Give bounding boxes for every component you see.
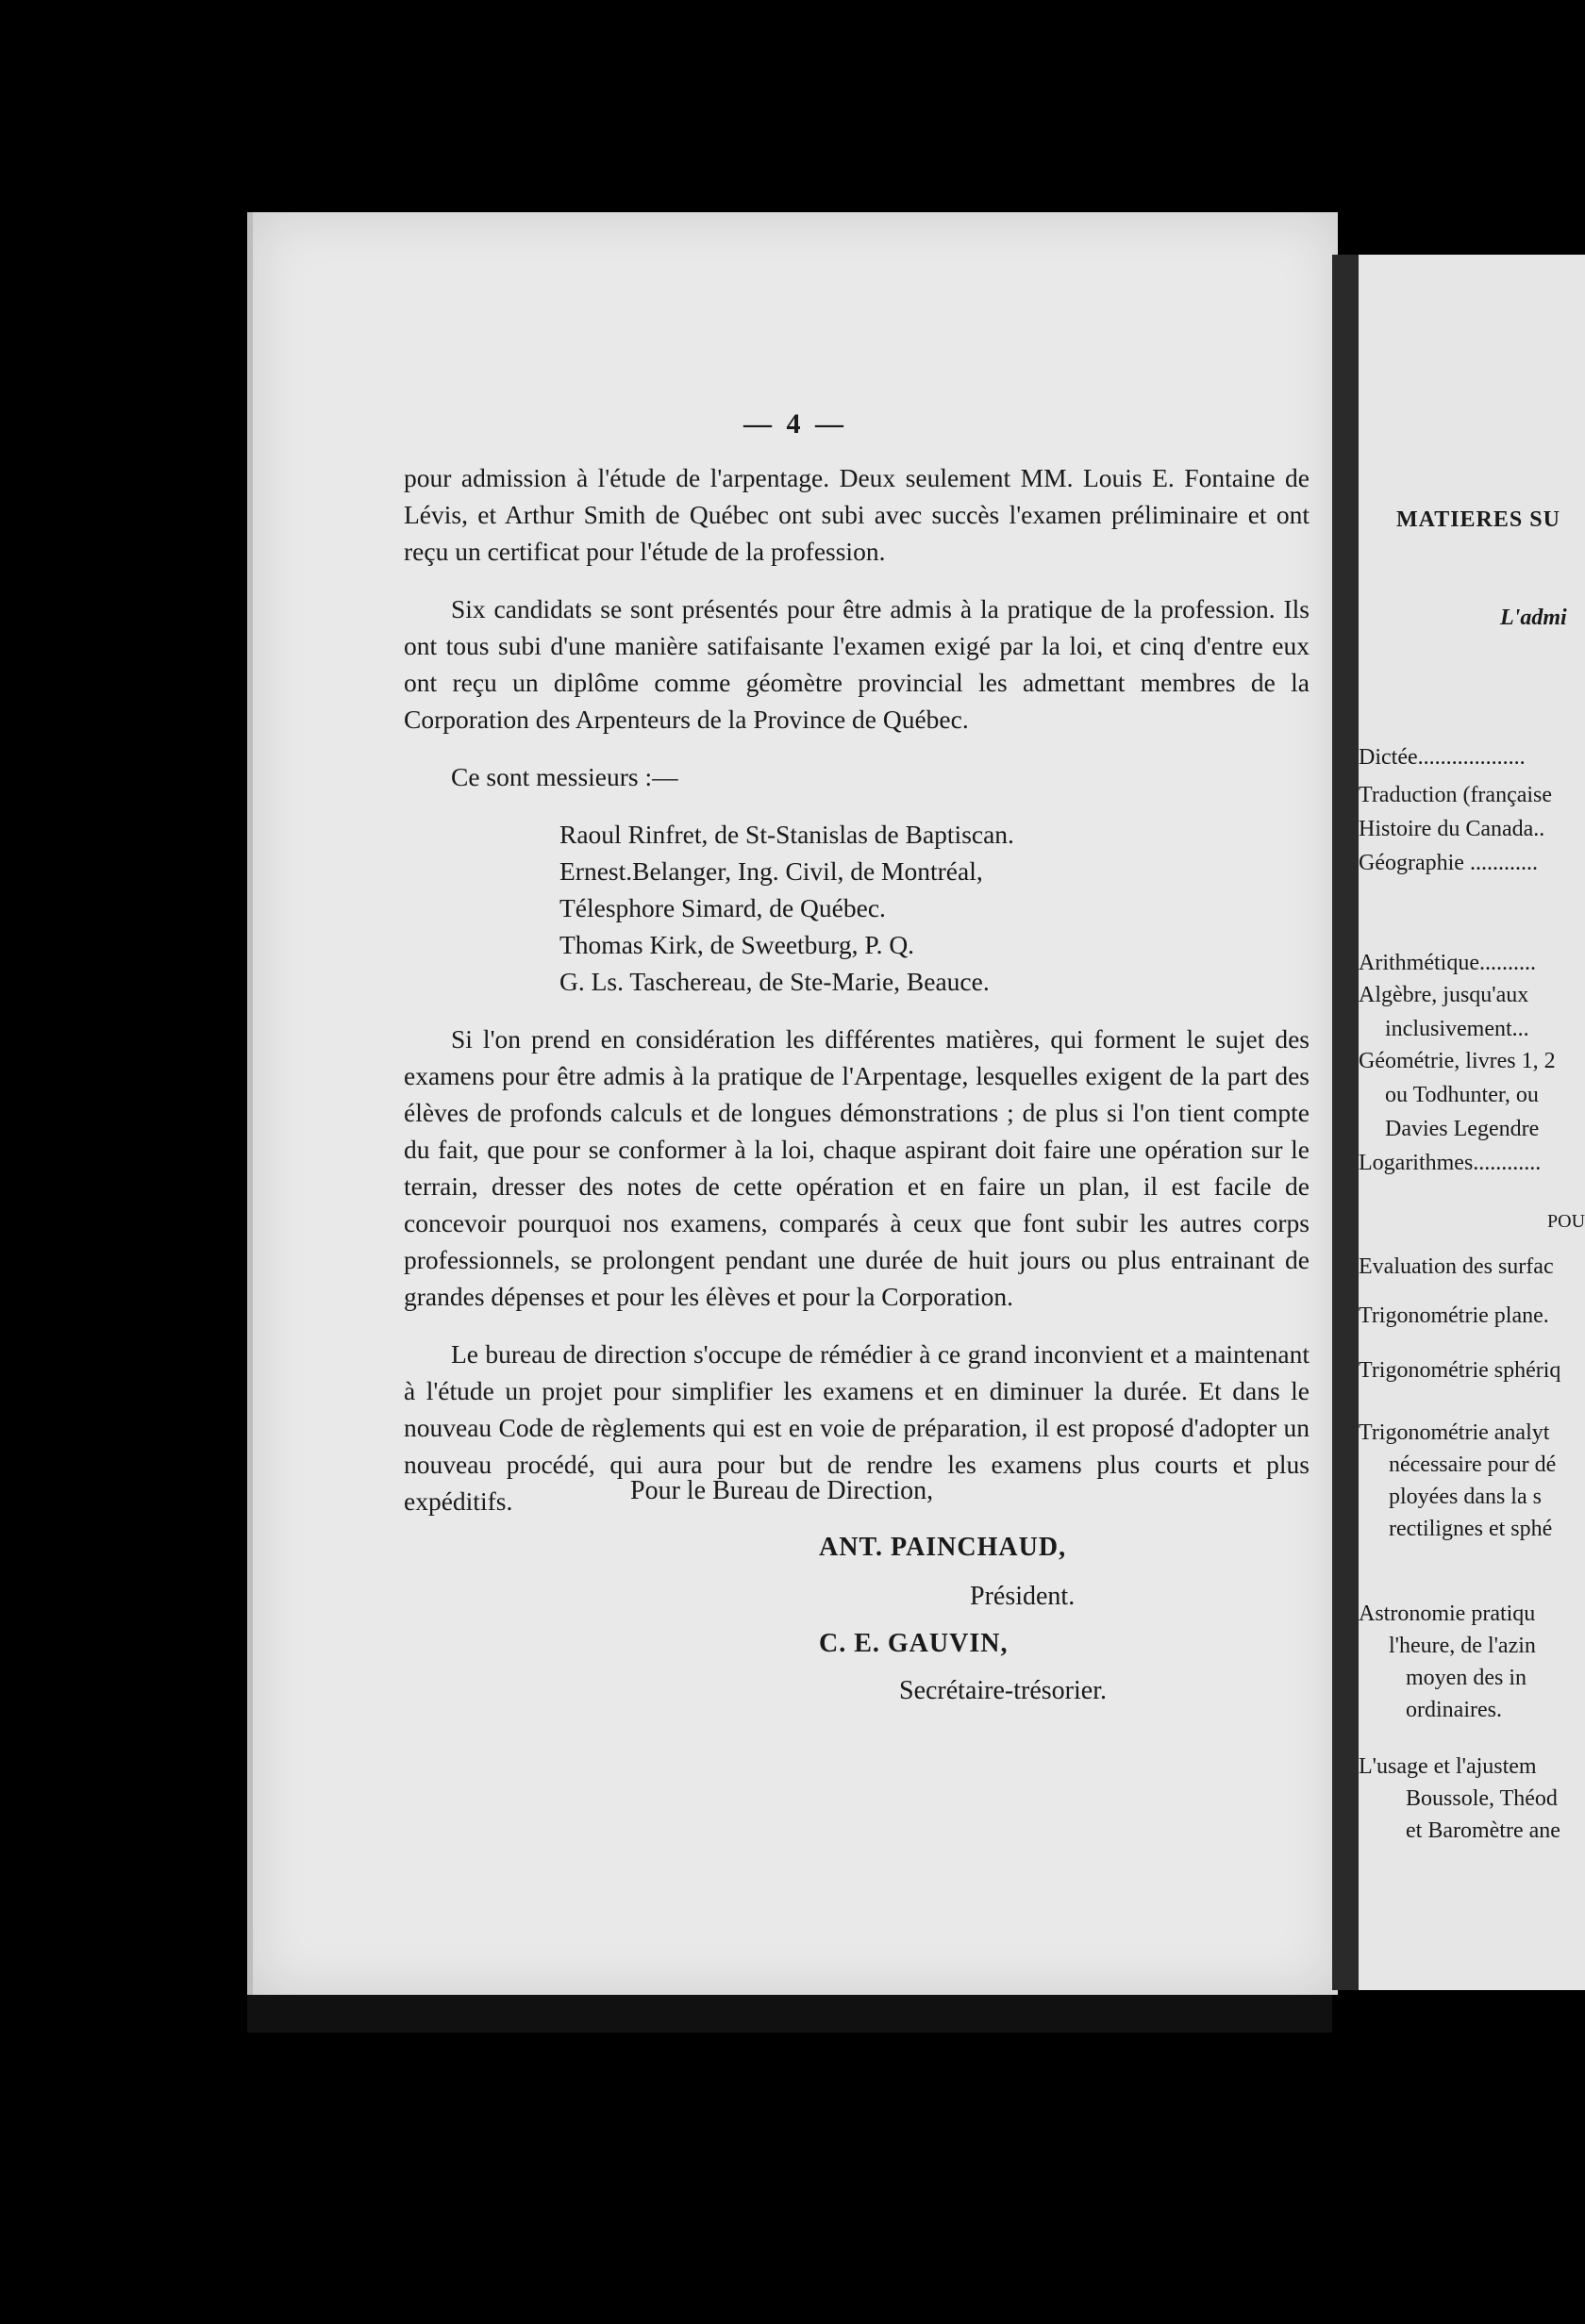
page-shadow (247, 1995, 1332, 2033)
signer-title: Président. (970, 1582, 1076, 1611)
subject-line: Dictée................... (1359, 745, 1526, 770)
subject-line: L'usage et l'ajustem (1359, 1754, 1537, 1779)
subject-line: inclusivement... (1385, 1017, 1529, 1041)
paragraph: Six candidats se sont présentés pour être admis à la pratique de la profession. Ils ont tous subi d'une manière satifaisante l'examen exigé par la loi, et cinq d'entre eux ont reçu un diplôme comme géomètre provincial les admettant membres de la Corporation des Arpenteurs de la Province de Québec. (404, 594, 1310, 734)
subject-line: et Baromètre ane (1406, 1818, 1560, 1843)
subject-line: Algèbre, jusqu'aux (1359, 983, 1529, 1007)
candidate-name: Télesphore Simard, de Québec. (559, 893, 886, 922)
paragraph: Ce sont messieurs :— (451, 762, 678, 791)
subject-line: ployées dans la s (1389, 1485, 1542, 1509)
paragraph: Si l'on prend en considération les différentes matières, qui forment le sujet des examens pour être admis à la pratique de l'Arpentage, lesquelles exigent de la part des élèves de profonds calculs et de longues démonstrations ; de plus si l'on tient compte du fait, que pour se conformer à la loi, chaque aspirant doit faire une opération sur le terrain, dresser des notes de cette opération et en faire un plan, il est facile de concevoir pourquoi nos examens, comparés à ceux que font subir les autres corps professionnels, se prolongent pendant une durée de huit jours ou plus entrainant de grandes dépenses et pour les élèves et pour la Corporation. (404, 1024, 1310, 1311)
left-page (247, 212, 1338, 1995)
subject-line: Arithmétique.......... (1359, 951, 1536, 975)
right-page (1359, 255, 1585, 1990)
right-heading: MATIERES SU (1396, 507, 1560, 532)
subject-line: Traduction (française (1359, 783, 1553, 807)
subject-line: Evaluation des surfac (1359, 1254, 1554, 1279)
paragraph: Le bureau de direction s'occupe de rémédier à ce grand inconvient et a maintenant à l'étude un projet pour simplifier les examens et en diminuer la durée. Et dans le nouveau Code de règlements qui est en voie de préparation, il est proposé d'adopter un nouveau procédé, qui aura pour but de rendre les examens plus courts et plus expéditifs. (404, 1339, 1310, 1516)
subject-line: Logarithmes............ (1359, 1151, 1542, 1175)
subject-line: Boussole, Théod (1406, 1786, 1558, 1811)
page-gutter (1332, 255, 1359, 1990)
signer-name: ANT. PAINCHAUD, (819, 1533, 1067, 1562)
subject-line: l'heure, de l'azin (1389, 1634, 1536, 1658)
subject-line: ou Todhunter, ou (1385, 1083, 1539, 1107)
subject-line: Géométrie, livres 1, 2 (1359, 1049, 1556, 1073)
subject-line: Trigonométrie analyt (1359, 1420, 1550, 1445)
subject-line: moyen des in (1406, 1666, 1527, 1690)
candidate-name: G. Ls. Taschereau, de Ste-Marie, Beauce. (559, 967, 990, 996)
subject-line: Astronomie pratiqu (1359, 1602, 1536, 1626)
subject-line: ordinaires. (1406, 1698, 1502, 1722)
signer-name: C. E. GAUVIN, (819, 1629, 1009, 1658)
subject-line: Davies Legendre (1385, 1117, 1540, 1141)
signer-title: Secrétaire-trésorier. (899, 1676, 1107, 1705)
subject-line: Histoire du Canada.. (1359, 817, 1545, 841)
subject-line: nécessaire pour dé (1389, 1452, 1557, 1477)
candidate-name: Ernest.Belanger, Ing. Civil, de Montréal, (559, 856, 983, 886)
right-subheading: L'admi (1500, 606, 1567, 630)
subject-line: Géographie ............ (1359, 851, 1538, 875)
candidate-name: Thomas Kirk, de Sweetburg, P. Q. (559, 930, 915, 959)
subject-line: rectilignes et sphé (1389, 1517, 1553, 1541)
candidate-name: Raoul Rinfret, de St-Stanislas de Baptiscan. (559, 820, 1014, 849)
candidate-list (559, 816, 1310, 1000)
paragraph: pour admission à l'étude de l'arpentage. Deux seulement MM. Louis E. Fontaine de Lévis, et Arthur Smith de Québec ont subi avec succès l'examen préliminaire et ont reçu un certificat pour l'étude de la profession. (404, 463, 1310, 566)
page-number: — 4 — (743, 408, 847, 440)
closing-line: Pour le Bureau de Direction, (630, 1476, 934, 1505)
section-label: POU (1547, 1211, 1585, 1232)
subject-line: Trigonométrie sphériq (1359, 1358, 1561, 1383)
body-text (404, 459, 1310, 1540)
subject-line: Trigonométrie plane. (1359, 1303, 1549, 1328)
